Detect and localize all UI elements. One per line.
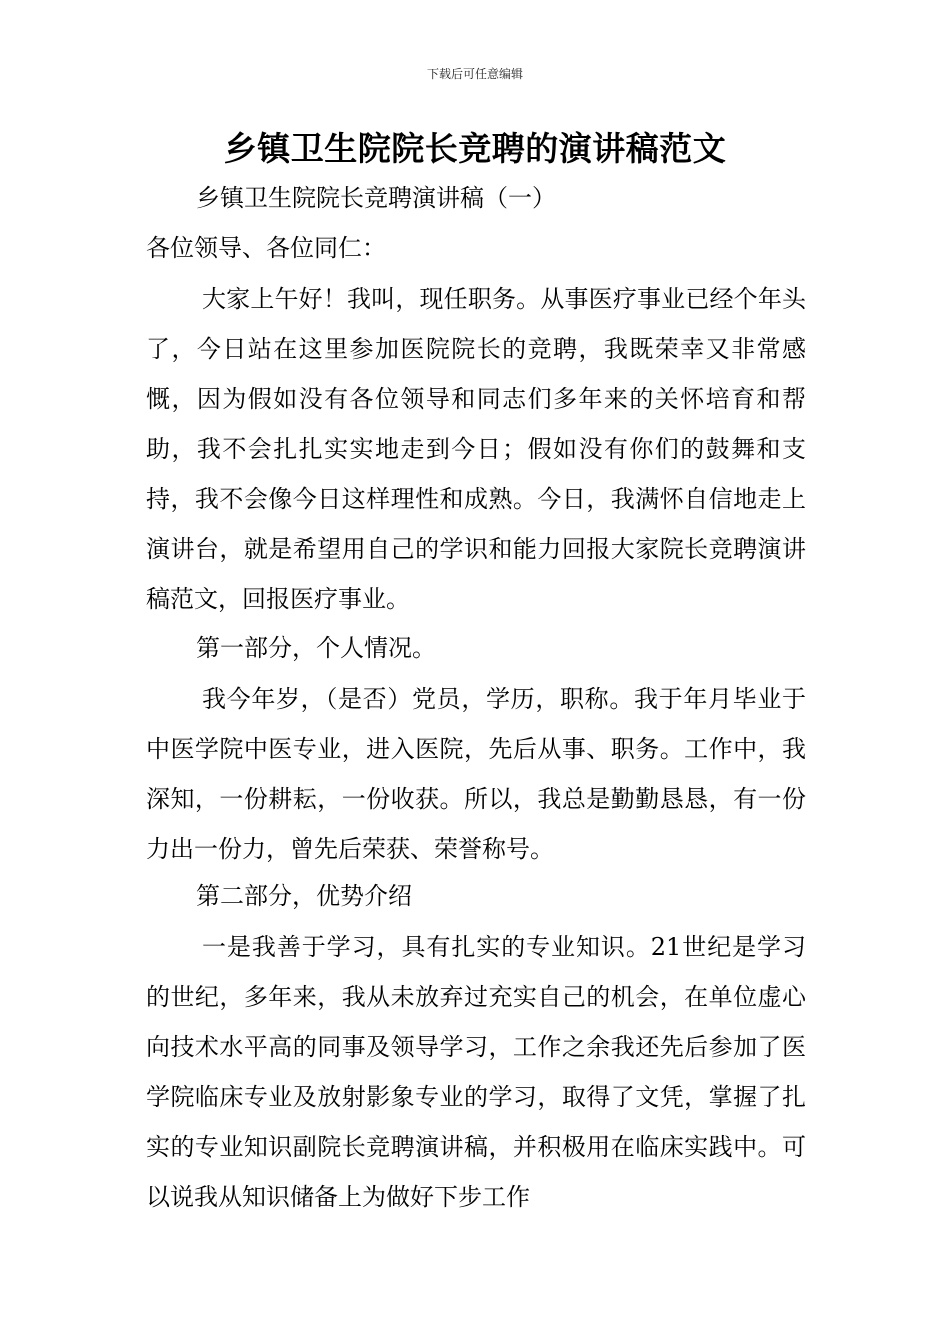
paragraph-greeting: 大家上午好！我叫，现任职务。从事医疗事业已经个年头了，今日站在这里参加医院院长的竞聘，我既荣幸又非常感慨，因为假如没有各位领导和同志们多年来的关怀培育和帮助，我不会扎扎实实地走到今日；假如没有你们的鼓舞和支持，我不会像今日这样理性和成熟。今日，我满怀自信地走上演讲台，就是希望用自己的学识和能力回报大家院长竞聘演讲稿范文，回报医疗事业。 [146, 285, 806, 613]
section-heading-advantages: 第二部分，优势介绍 [196, 882, 412, 910]
paragraph-personal-info: 我今年岁，（是否）党员，学历，职称。我于年月毕业于中医学院中医专业，进入医院，先后从事、职务。工作中，我深知，一份耕耘，一份收获。所以，我总是勤勤恳恳，有一份力出一份力，曾先后荣获、荣誉称号。 [146, 685, 806, 863]
section-heading-personal: 第一部分，个人情况。 [196, 634, 436, 662]
document-title: 乡镇卫生院院长竞聘的演讲稿范文 [223, 129, 727, 168]
document-subtitle: 乡镇卫生院院长竞聘演讲稿（一） [196, 184, 556, 212]
paragraph-advantages: 一是我善于学习，具有扎实的专业知识。21世纪是学习的世纪，多年来，我从未放弃过充实自己的机会，在单位虚心向技术水平高的同事及领导学习，工作之余我还先后参加了医学院临床专业及放射影象专业的学习，取得了文凭，掌握了扎实的专业知识副院长竞聘演讲稿，并积极用在临床实践中。可以说我从知识储备上为做好下步工作 [146, 933, 806, 1211]
salutation: 各位领导、各位同仁： [146, 234, 386, 262]
header-note: 下载后可任意编辑 [426, 67, 523, 81]
